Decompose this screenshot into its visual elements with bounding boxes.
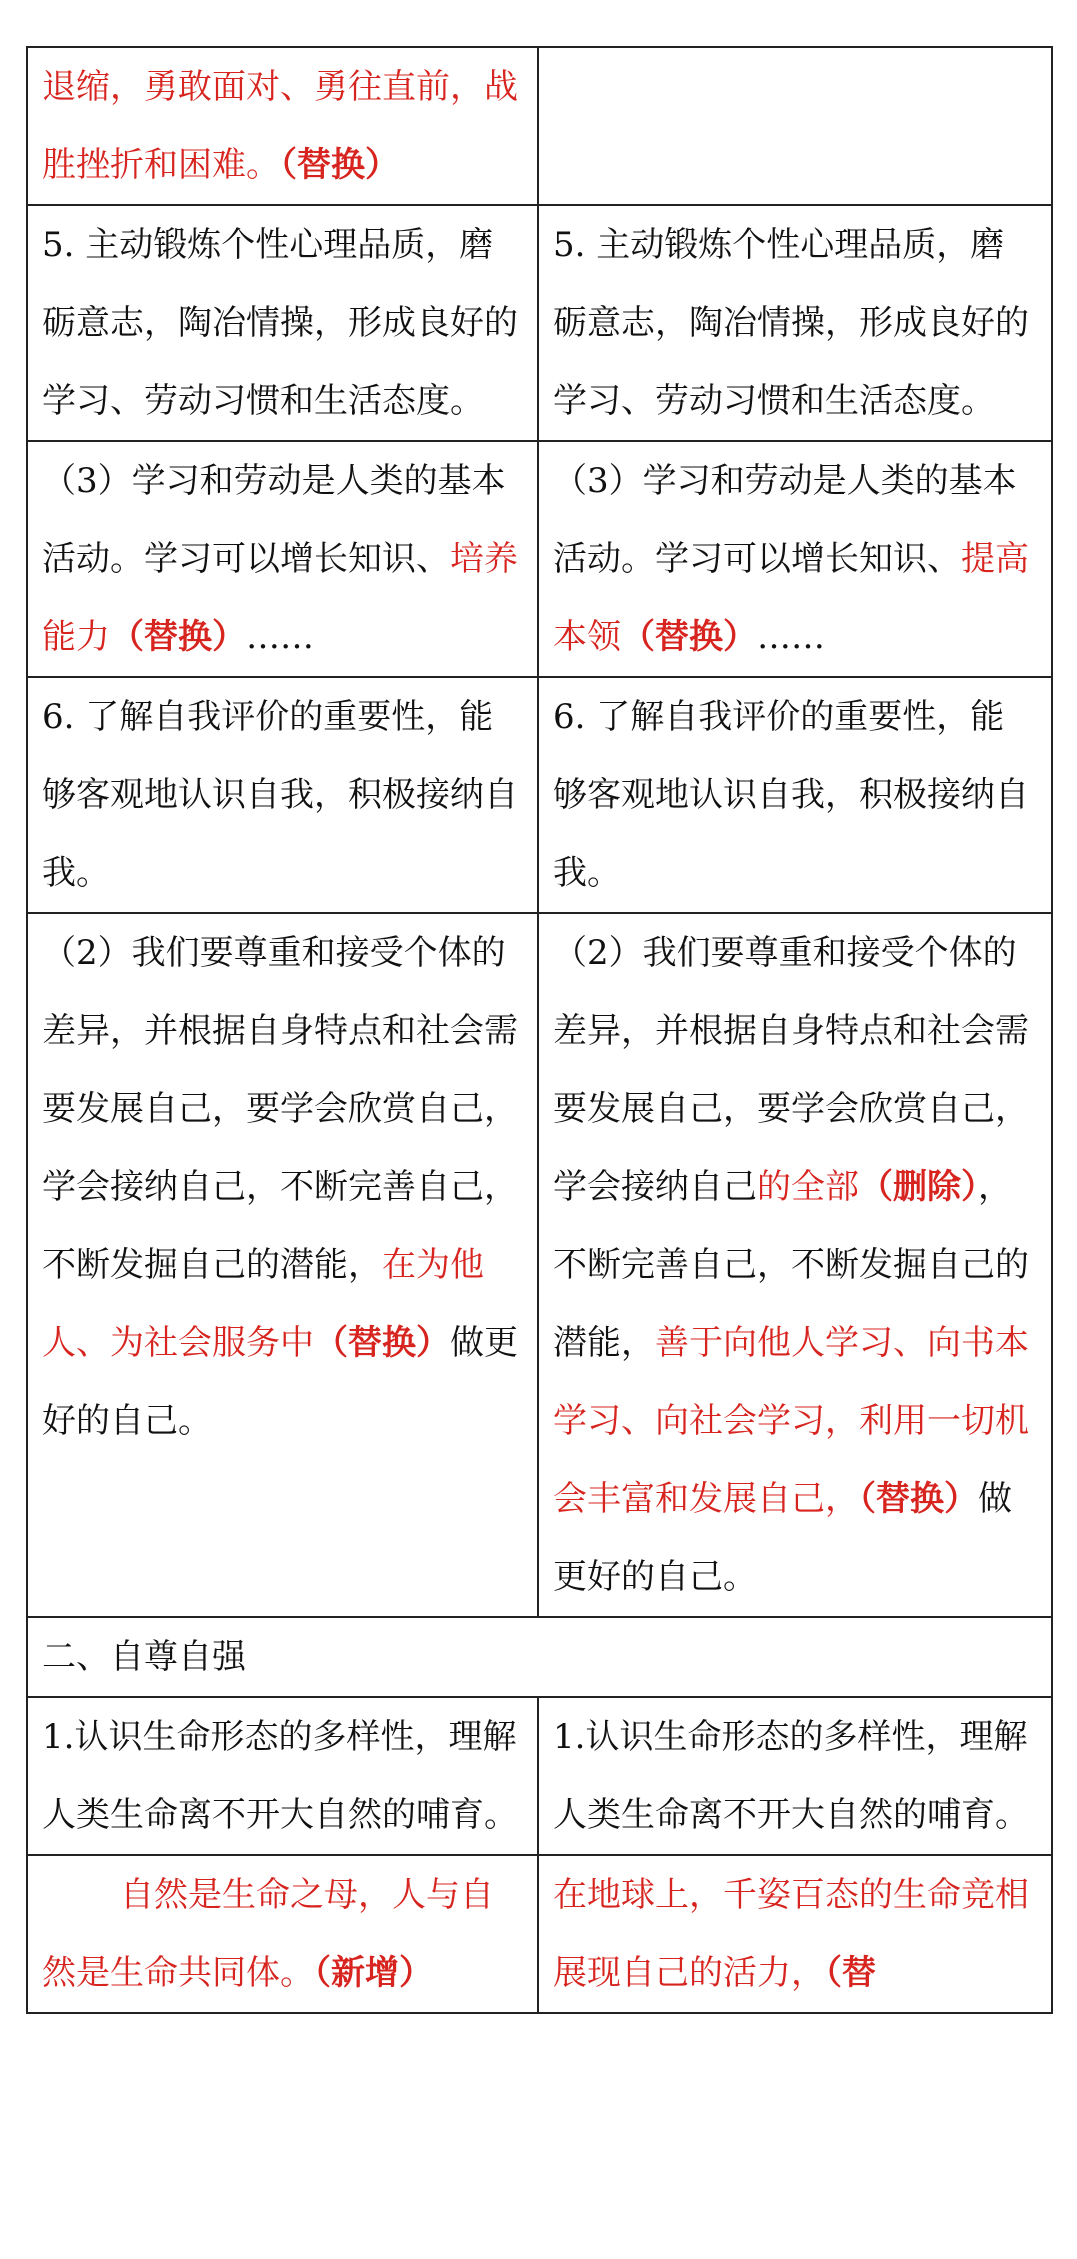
- changed-text: 提高本领: [553, 539, 1029, 657]
- changed-text: 培养能力: [42, 539, 518, 657]
- replace-tag: （替: [825, 1953, 876, 1993]
- changed-text: 在为他人、为社会服务中: [42, 1245, 484, 1363]
- body-text: （3）学习和劳动是人类的基本活动。学习可以增长知识、: [553, 461, 1017, 579]
- changed-text: 自然是生命之母，人与自然是生命共同体。: [42, 1875, 494, 1993]
- new-tag: （新增）: [314, 1953, 433, 1993]
- section-heading: 二、自尊自强: [27, 1617, 1052, 1697]
- new-text-cell: [538, 913, 1052, 1617]
- table-row: [27, 47, 1052, 205]
- body-text: （2）我们要尊重和接受个体的差异，并根据自身特点和社会需要发展自己，要学会欣赏自己，学会接纳自己，不断完善自己，不断发掘自己的潜能，: [42, 933, 518, 1285]
- new-text-cell: [538, 47, 1052, 205]
- body-text: 做更好的自己。: [42, 1323, 518, 1441]
- section-row: [27, 1617, 1052, 1697]
- standards-comparison-table: [26, 46, 1053, 2014]
- new-text-cell: [538, 441, 1052, 677]
- old-text-cell: 5. 主动锻炼个性心理品质，磨砺意志，陶冶情操，形成良好的学习、劳动习惯和生活态度。: [27, 205, 538, 441]
- replace-tag: （替换）: [110, 617, 246, 657]
- table-row: [27, 205, 1052, 441]
- body-text: ，不断完善自己，不断发掘自己的潜能，: [553, 1167, 1029, 1363]
- replace-tag: （替换）: [859, 1479, 978, 1519]
- changed-text: 的全部: [757, 1167, 859, 1207]
- table-row: [27, 913, 1052, 1617]
- new-text-cell: 5. 主动锻炼个性心理品质，磨砺意志，陶冶情操，形成良好的学习、劳动习惯和生活态度。: [538, 205, 1052, 441]
- replace-tag: （替换）: [621, 617, 757, 657]
- new-text-cell: 1.认识生命形态的多样性，理解人类生命离不开大自然的哺育。: [538, 1697, 1052, 1855]
- old-text-cell: [27, 1855, 538, 2013]
- table-row: [27, 1697, 1052, 1855]
- old-text-cell: 6. 了解自我评价的重要性，能够客观地认识自我，积极接纳自我。: [27, 677, 538, 913]
- old-text-cell: 1.认识生命形态的多样性，理解人类生命离不开大自然的哺育。: [27, 1697, 538, 1855]
- new-text-cell: 6. 了解自我评价的重要性，能够客观地认识自我，积极接纳自我。: [538, 677, 1052, 913]
- body-text: 做更好的自己。: [553, 1479, 1012, 1597]
- body-text: （3）学习和劳动是人类的基本活动。学习可以增长知识、: [42, 461, 506, 579]
- replace-tag: （替换）: [280, 145, 399, 185]
- new-text-cell: [538, 1855, 1052, 2013]
- table-row: [27, 1855, 1052, 2013]
- ellipsis-text: ……: [246, 617, 314, 657]
- old-text-cell: [27, 47, 538, 205]
- comparison-document: [26, 46, 1051, 2014]
- changed-text: 退缩，勇敢面对、勇往直前，战胜挫折和困难。: [42, 67, 518, 185]
- old-text-cell: [27, 913, 538, 1617]
- changed-text: 在地球上，千姿百态的生命竞相展现自己的活力，: [553, 1875, 1029, 1993]
- replace-tag: （替换）: [314, 1323, 450, 1363]
- table-row: [27, 677, 1052, 913]
- delete-tag: （删除）: [859, 1167, 978, 1207]
- ellipsis-text: ……: [757, 617, 825, 657]
- table-row: [27, 441, 1052, 677]
- old-text-cell: [27, 441, 538, 677]
- body-text: （2）我们要尊重和接受个体的差异，并根据自身特点和社会需要发展自己，要学会欣赏自己，学会接纳自己: [553, 933, 1029, 1207]
- changed-text: 善于向他人学习、向书本学习、向社会学习，利用一切机会丰富和发展自己，: [553, 1323, 1029, 1519]
